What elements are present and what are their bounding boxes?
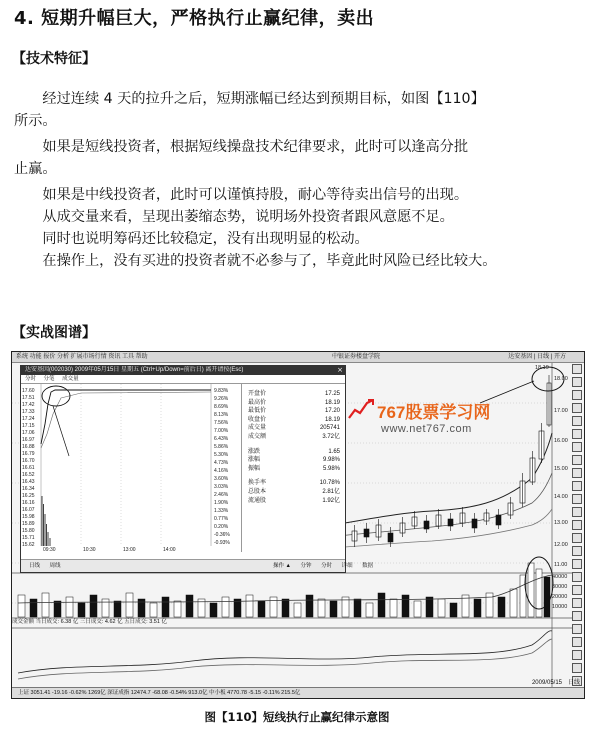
axis-label: 11.00 xyxy=(554,562,568,568)
quote-open: 开盘价 17.25 xyxy=(248,391,340,397)
stock-chart-icon xyxy=(347,398,375,420)
sidebar-tool-icon[interactable] xyxy=(572,364,582,374)
tab-intraday[interactable]: 分时 xyxy=(25,376,37,382)
volume-info-line: 成交金额 当日成交: 6.38 亿 三日成交: 4.62 亿 五日成交: 3.51 亿 xyxy=(12,619,167,625)
price-label: 15.71 xyxy=(22,535,35,541)
section-label-features: 【技术特征】 xyxy=(12,51,96,67)
tab-ticks[interactable]: 分笔 xyxy=(43,376,55,382)
sidebar-tool-icon[interactable] xyxy=(572,494,582,504)
tab-volume[interactable]: 成交量 xyxy=(62,376,79,382)
paragraph-2-cont: 止赢。 xyxy=(14,161,57,177)
quote-low: 最低价 17.20 xyxy=(248,408,340,415)
detail-button[interactable]: 详细 xyxy=(341,563,353,569)
pct-label: 8.13% xyxy=(214,412,229,418)
intraday-chart xyxy=(21,384,241,552)
menu-bar xyxy=(12,352,584,363)
sidebar-tool-icon[interactable] xyxy=(572,416,582,426)
quote-amplitude: 振幅 5.98% xyxy=(248,465,340,472)
price-label: 17.42 xyxy=(22,402,35,408)
price-label: 15.62 xyxy=(22,542,35,548)
section-heading: 4. 短期升幅巨大，严格执行止赢纪律，卖出 xyxy=(14,8,375,29)
period-label[interactable]: 日线 xyxy=(567,680,580,686)
sidebar-tool-icon[interactable] xyxy=(572,507,582,517)
close-icon[interactable]: × xyxy=(337,366,343,374)
paragraph-3: 如果是中线投资者，此时可以谨慎持股，耐心等待卖出信号的出现。 xyxy=(42,187,469,203)
pct-label: 9.83% xyxy=(214,388,229,394)
pct-label: 0.77% xyxy=(214,516,229,522)
price-label: 16.43 xyxy=(22,479,35,485)
minute-button[interactable]: 分钟 xyxy=(300,563,312,569)
price-label: 15.89 xyxy=(22,521,35,527)
quote-change: 涨跌 1.65 xyxy=(248,448,340,455)
operate-button[interactable]: 操作 ▲ xyxy=(273,563,291,569)
quote-turnover-rate: 换手率 10.78% xyxy=(248,480,340,487)
price-label: 16.07 xyxy=(22,507,35,513)
sidebar-tool-icon[interactable] xyxy=(572,598,582,608)
price-label: 16.52 xyxy=(22,472,35,478)
volume-axis-label: 10000 xyxy=(552,604,568,610)
paragraph-5: 同时也说明筹码还比较稳定，没有出现明显的松动。 xyxy=(42,231,369,247)
sidebar-tool-icon[interactable] xyxy=(572,442,582,452)
sidebar-tool-icon[interactable] xyxy=(572,455,582,465)
price-label: 16.79 xyxy=(22,451,35,457)
pct-label: 1.33% xyxy=(214,508,229,514)
watermark xyxy=(347,398,490,435)
pct-label: 6.43% xyxy=(214,436,229,442)
paragraph-4: 从成交量来看，呈现出萎缩态势，说明场外投资者跟风意愿不足。 xyxy=(42,209,454,225)
price-label: 16.61 xyxy=(22,465,35,471)
price-label: 17.51 xyxy=(22,395,35,401)
axis-label: 12.00 xyxy=(554,542,568,548)
price-label: 16.25 xyxy=(22,493,35,499)
price-label: 16.88 xyxy=(22,444,35,450)
intraday-popup-window xyxy=(20,365,374,573)
paragraph-2: 如果是短线投资者，根据短线操盘技术纪律要求，此时可以逢高分批 xyxy=(42,139,469,155)
watermark-url: www.net767.com xyxy=(381,423,472,435)
price-label: 16.34 xyxy=(22,486,35,492)
pct-label: 8.69% xyxy=(214,404,229,410)
time-label: 10:30 xyxy=(83,547,96,552)
sidebar-tool-icon[interactable] xyxy=(572,559,582,569)
pct-label: 9.26% xyxy=(214,396,229,402)
figure-caption: 图【110】短线执行止赢纪律示意图 xyxy=(204,710,390,724)
sidebar-tool-icon[interactable] xyxy=(572,429,582,439)
sidebar-tool-icon[interactable] xyxy=(572,637,582,647)
price-label: 16.16 xyxy=(22,500,35,506)
price-label: 16.97 xyxy=(22,437,35,443)
paragraph-1-cont: 所示。 xyxy=(14,113,57,129)
axis-label: 17.00 xyxy=(554,408,568,414)
sidebar-tool-icon[interactable] xyxy=(572,377,582,387)
pct-label: 5.86% xyxy=(214,444,229,450)
popup-toolbar xyxy=(21,559,374,572)
sidebar-tool-icon[interactable] xyxy=(572,403,582,413)
sidebar-tool-icon[interactable] xyxy=(572,520,582,530)
quote-float-shares: 流通股 1.92亿 xyxy=(248,497,340,504)
pct-label: 4.73% xyxy=(214,460,229,466)
menu-items[interactable]: 系统 功能 报价 分析 扩展市场行情 资讯 工具 帮助 xyxy=(16,354,148,360)
pct-label: 0.20% xyxy=(214,524,229,530)
sidebar-tool-icon[interactable] xyxy=(572,481,582,491)
tab-daily[interactable]: 日线 xyxy=(29,563,41,569)
pct-label: 5.30% xyxy=(214,452,229,458)
price-label: 17.15 xyxy=(22,423,35,429)
volume-axis-label: 30000 xyxy=(552,584,568,590)
popup-title: 达安基因(002030) 2009年05月15日 星期五 (Ctrl+Up/Down=前后日) 离开请按(Esc) xyxy=(21,366,345,375)
pct-label: 3.60% xyxy=(214,476,229,482)
pct-label: 3.03% xyxy=(214,484,229,490)
pct-label: 1.90% xyxy=(214,500,229,506)
volume-axis-label: 20000 xyxy=(552,594,568,600)
sidebar-tool-icon[interactable] xyxy=(572,468,582,478)
pct-label: -0.36% xyxy=(214,532,230,538)
price-label: 16.70 xyxy=(22,458,35,464)
market-index-ticker: 上证 3051.41 -19.16 -0.62% 1269亿 深证成指 12474.7 -68.08 -0.54% 913.0亿 中小板 4770.78 -5.15 -0.11% 215.5亿 xyxy=(18,690,301,696)
price-label: 15.98 xyxy=(22,514,35,520)
sidebar-tool-icon[interactable] xyxy=(572,533,582,543)
time-label: 14:00 xyxy=(163,547,176,552)
sidebar-tool-icon[interactable] xyxy=(572,585,582,595)
quote-close: 收盘价 18.19 xyxy=(248,416,340,423)
sidebar-tool-icon[interactable] xyxy=(572,611,582,621)
peak-price-label: 18.19 xyxy=(535,365,549,371)
pct-label: 2.46% xyxy=(214,492,229,498)
sidebar-tool-icon[interactable] xyxy=(572,663,582,673)
pct-label: 7.00% xyxy=(214,428,229,434)
popup-tabs xyxy=(21,375,345,384)
axis-label: 13.00 xyxy=(554,520,568,526)
tab-weekly[interactable]: 周线 xyxy=(49,563,61,569)
price-label: 17.33 xyxy=(22,409,35,415)
time-label: 13:00 xyxy=(123,547,136,552)
quote-volume: 成交量 205741 xyxy=(248,425,340,432)
price-label: 17.60 xyxy=(22,388,35,394)
current-date: 2009/05/15 xyxy=(531,680,562,686)
sidebar-tool-icon[interactable] xyxy=(572,546,582,556)
axis-label: 15.00 xyxy=(554,466,568,472)
sidebar-tool-icon[interactable] xyxy=(572,390,582,400)
quote-change-pct: 涨幅 9.98% xyxy=(248,457,340,464)
sidebar-tool-icon[interactable] xyxy=(572,572,582,582)
timeshare-button[interactable]: 分时 xyxy=(321,563,333,569)
pct-label: 4.16% xyxy=(214,468,229,474)
sidebar-tool-icon[interactable] xyxy=(572,650,582,660)
pct-label: 7.56% xyxy=(214,420,229,426)
quote-total-shares: 总股本 2.81亿 xyxy=(248,488,340,495)
price-label: 17.24 xyxy=(22,416,35,422)
price-label: 17.06 xyxy=(22,430,35,436)
data-button[interactable]: 数据 xyxy=(362,563,374,569)
pct-label: -0.93% xyxy=(214,540,230,546)
tool-sidebar xyxy=(572,364,582,684)
quote-turnover: 成交额 3.72亿 xyxy=(248,433,340,440)
paragraph-6: 在操作上，没有买进的投资者就不必参与了，毕竟此时风险已经比较大。 xyxy=(42,253,497,269)
watermark-brand: 767股票学习网 xyxy=(377,403,491,422)
axis-label: 14.00 xyxy=(554,494,568,500)
features-text xyxy=(14,88,582,272)
volume-axis-label: 40000 xyxy=(552,574,568,580)
paragraph-1: 经过连续 4 天的拉升之后，短期涨幅已经达到预期目标，如图【110】 xyxy=(42,91,485,107)
quote-high: 最高价 18.19 xyxy=(248,399,340,406)
time-label: 09:30 xyxy=(43,547,56,552)
window-buttons[interactable]: 达安基因 | 日线 | 开方 xyxy=(508,354,566,360)
section-label-chart: 【实战图谱】 xyxy=(12,325,96,341)
software-logo: 中银证券楼盘学院 xyxy=(332,354,381,360)
price-label: 15.80 xyxy=(22,528,35,534)
quote-panel xyxy=(241,384,346,552)
axis-label: 16.00 xyxy=(554,438,568,444)
trading-software-screenshot xyxy=(11,351,585,699)
status-bar xyxy=(12,687,584,698)
axis-label: 18.00 xyxy=(554,376,568,382)
sidebar-tool-icon[interactable] xyxy=(572,624,582,634)
